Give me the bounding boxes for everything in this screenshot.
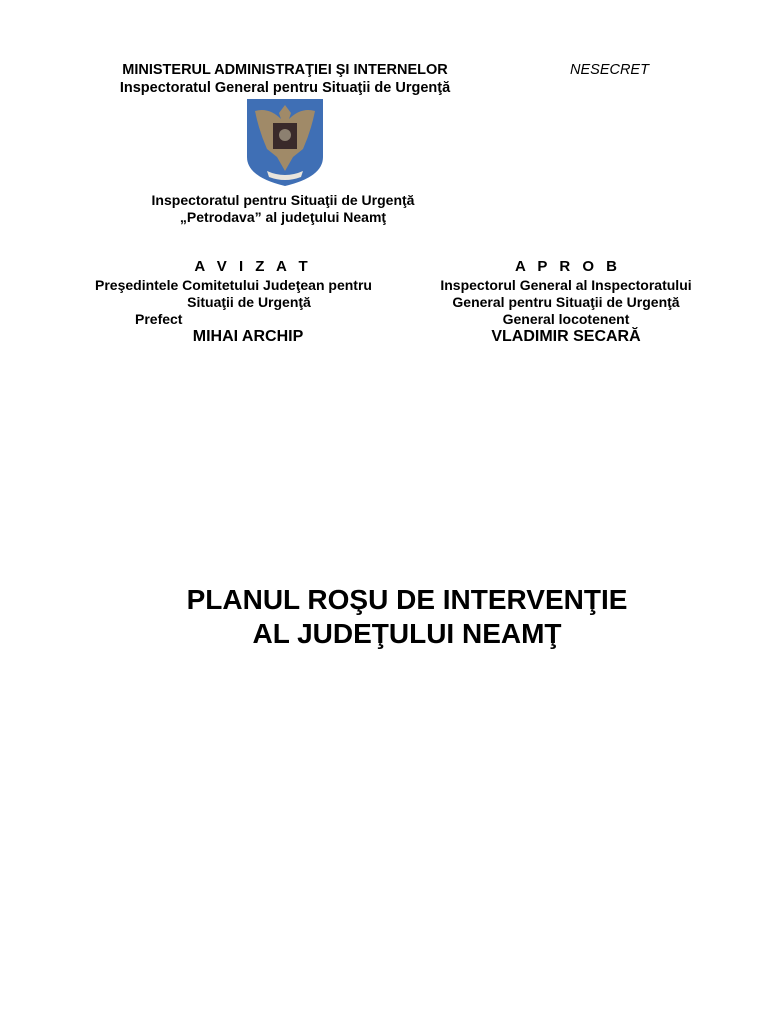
aprob-role-line2: General pentru Situaţii de Urgenţă [452, 294, 680, 310]
avizat-heading: A V I Z A T [194, 258, 312, 275]
aprob-name: VLADIMIR SECARĂ [491, 328, 641, 345]
aprob-rank: General locotenent [502, 311, 630, 327]
document-title-line2: AL JUDEŢULUI NEAMŢ [252, 618, 562, 649]
avizat-name: MIHAI ARCHIP [192, 328, 304, 345]
aprob-role-line1: Inspectorul General al Inspectoratului [440, 277, 692, 293]
local-inspectorate-line1: Inspectoratul pentru Situaţii de Urgenţă [151, 192, 415, 208]
avizat-role-line1: Preşedintele Comitetului Judeţean pentru [95, 277, 372, 293]
avizat-rank: Prefect [135, 311, 183, 327]
avizat-role-line2: Situaţii de Urgenţă [187, 294, 311, 310]
coat-of-arms-emblem [245, 97, 325, 187]
classification-label: NESECRET [570, 62, 649, 78]
inspectorate-general-heading: Inspectoratul General pentru Situaţii de Urgenţă [119, 80, 451, 96]
ministry-heading: MINISTERUL ADMINISTRAŢIEI ŞI INTERNELOR [122, 62, 448, 78]
aprob-heading: A P R O B [514, 258, 622, 275]
document-title-line1: PLANUL ROŞU DE INTERVENŢIE [186, 584, 628, 615]
local-inspectorate-line2: „Petrodava” al judeţului Neamţ [179, 209, 387, 225]
